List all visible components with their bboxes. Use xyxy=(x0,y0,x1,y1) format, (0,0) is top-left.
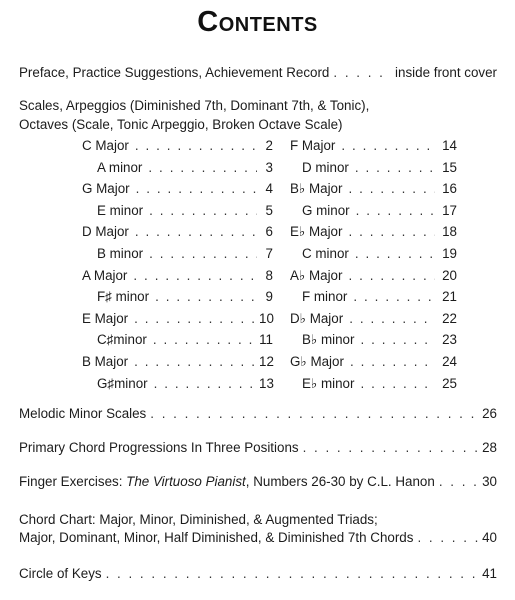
scale-name: B Major xyxy=(82,354,129,369)
toc-entry-chord-progressions xyxy=(19,440,497,455)
scale-page: 17 xyxy=(442,202,457,218)
scale-entry xyxy=(97,203,273,218)
scale-page: 20 xyxy=(442,267,457,283)
book-title: The Virtuoso Pianist xyxy=(126,474,246,489)
scale-name: B♭ minor xyxy=(302,332,355,348)
scale-page: 24 xyxy=(442,354,457,369)
dot-leader xyxy=(135,138,257,153)
dot-leader xyxy=(360,376,435,391)
dot-leader xyxy=(348,268,435,283)
dot-leader xyxy=(333,65,391,80)
toc-entry-label xyxy=(19,474,435,489)
scale-entry xyxy=(290,354,457,370)
dot-leader xyxy=(303,440,479,455)
dot-leader xyxy=(136,181,257,196)
toc-entry-page: 41 xyxy=(482,566,497,581)
scale-page: 4 xyxy=(265,181,273,197)
toc-entry-page: 40 xyxy=(482,530,497,545)
scale-name: E♭ minor xyxy=(302,375,355,391)
finger-exercises-prefix: Finger Exercises: xyxy=(19,474,127,489)
dot-leader xyxy=(417,530,478,545)
scale-name: G♭ Major xyxy=(290,354,344,369)
scale-name: B minor xyxy=(97,246,144,261)
chord-chart-line-1: Chord Chart: Major, Minor, Diminished, & Augmented Triads; xyxy=(19,512,378,527)
finger-exercises-suffix: , Numbers 26-30 by C.L. Hanon xyxy=(245,474,435,489)
toc-entry-page: 30 xyxy=(482,474,497,489)
dot-leader xyxy=(348,224,435,239)
dot-leader xyxy=(133,268,257,283)
scale-page: 5 xyxy=(265,202,273,218)
dot-leader xyxy=(349,311,435,326)
scale-page: 18 xyxy=(442,224,457,240)
dot-leader xyxy=(350,354,435,369)
scale-page: 13 xyxy=(259,375,274,391)
scale-name: G Major xyxy=(82,181,130,197)
scale-page: 16 xyxy=(442,181,457,197)
toc-entry-label: Preface, Practice Suggestions, Achievement Record xyxy=(19,65,330,80)
scale-entry xyxy=(302,160,457,175)
scale-entry xyxy=(302,332,457,348)
toc-entry-preface xyxy=(19,65,497,80)
scale-name: D♭ Major xyxy=(290,310,344,326)
scale-entry xyxy=(97,376,273,391)
toc-entry-page: inside front cover xyxy=(395,65,497,80)
scale-entry xyxy=(82,181,273,196)
scale-entry xyxy=(82,224,273,239)
dot-leader xyxy=(135,224,257,239)
scales-heading-line-1: Scales, Arpeggios (Diminished 7th, Dominant 7th, & Tonic), xyxy=(19,98,370,113)
scale-page: 3 xyxy=(265,159,273,175)
scale-entry xyxy=(82,354,273,369)
dot-leader xyxy=(134,311,257,326)
dot-leader xyxy=(356,203,435,218)
dot-leader xyxy=(355,160,435,175)
scale-page: 6 xyxy=(265,224,273,240)
scale-name: G♯minor xyxy=(97,375,148,391)
toc-entry-chord-chart xyxy=(19,530,497,545)
toc-entry-label: Major, Dominant, Minor, Half Diminished, & Diminished 7th Chords xyxy=(19,530,414,545)
scale-entry xyxy=(302,289,457,304)
toc-entry-page: 26 xyxy=(482,406,497,421)
scale-name: A♭ Major xyxy=(290,267,343,283)
dot-leader xyxy=(439,474,478,489)
scale-page: 2 xyxy=(265,138,273,153)
dot-leader xyxy=(149,203,257,218)
scale-name: F Major xyxy=(290,138,336,153)
dot-leader xyxy=(134,354,257,369)
scale-name: E♭ Major xyxy=(290,224,343,240)
scale-entry xyxy=(302,246,457,261)
scale-page: 15 xyxy=(442,159,457,175)
scale-entry xyxy=(290,311,457,327)
dot-leader xyxy=(154,376,257,391)
scale-page: 10 xyxy=(259,310,274,326)
scale-page: 19 xyxy=(442,246,457,261)
dot-leader xyxy=(355,246,435,261)
scale-entry xyxy=(290,138,457,153)
scale-name: A Major xyxy=(82,267,128,283)
scale-page: 22 xyxy=(442,310,457,326)
scale-name: D minor xyxy=(302,159,349,175)
scale-page: 11 xyxy=(259,332,273,348)
scale-page: 7 xyxy=(265,246,273,261)
page-title: Contents xyxy=(197,6,318,38)
dot-leader xyxy=(150,406,478,421)
scale-entry xyxy=(82,268,273,283)
scale-entry xyxy=(302,203,457,218)
scale-page: 9 xyxy=(265,289,273,305)
scales-heading-line-2: Octaves (Scale, Tonic Arpeggio, Broken Octave Scale) xyxy=(19,117,343,132)
scale-name: F minor xyxy=(302,289,348,305)
toc-entry-page: 28 xyxy=(482,440,497,455)
scale-entry xyxy=(97,246,273,261)
scale-entry xyxy=(290,181,457,197)
dot-leader xyxy=(148,160,257,175)
scale-page: 21 xyxy=(442,289,457,305)
scale-name: D Major xyxy=(82,224,129,240)
scale-name: C♯minor xyxy=(97,332,147,348)
scale-name: A minor xyxy=(97,159,143,175)
toc-entry-label: Circle of Keys xyxy=(19,566,102,581)
toc-entry-label: Melodic Minor Scales xyxy=(19,406,147,421)
scale-entry xyxy=(290,224,457,240)
scale-name: E Major xyxy=(82,310,129,326)
scale-name: B♭ Major xyxy=(290,181,343,197)
dot-leader xyxy=(348,181,435,196)
toc-entry-finger-exercises xyxy=(19,474,497,489)
scale-entry xyxy=(97,160,273,175)
dot-leader xyxy=(149,246,257,261)
scale-entry xyxy=(97,332,273,347)
scale-entry xyxy=(302,376,457,392)
scale-name: C minor xyxy=(302,246,349,261)
scale-entry xyxy=(82,311,273,326)
toc-entry-circle-of-keys xyxy=(19,566,497,581)
scale-entry xyxy=(97,289,273,304)
dot-leader xyxy=(341,138,435,153)
scale-page: 12 xyxy=(259,354,274,369)
scale-page: 14 xyxy=(442,138,457,153)
dot-leader xyxy=(360,332,435,347)
toc-entry-label: Primary Chord Progressions In Three Positions xyxy=(19,440,299,455)
scale-entry xyxy=(82,138,273,153)
scale-page: 23 xyxy=(442,332,457,348)
scale-name: C Major xyxy=(82,138,129,153)
dot-leader xyxy=(153,332,257,347)
scale-name: G minor xyxy=(302,202,350,218)
dot-leader xyxy=(155,289,257,304)
scale-entry xyxy=(290,268,457,284)
dot-leader xyxy=(106,566,478,581)
dot-leader xyxy=(353,289,435,304)
scale-page: 25 xyxy=(442,375,457,391)
scale-page: 8 xyxy=(265,267,273,283)
scale-name: F♯ minor xyxy=(97,289,150,305)
toc-entry-melodic-minor xyxy=(19,406,497,421)
scale-name: E minor xyxy=(97,202,144,218)
